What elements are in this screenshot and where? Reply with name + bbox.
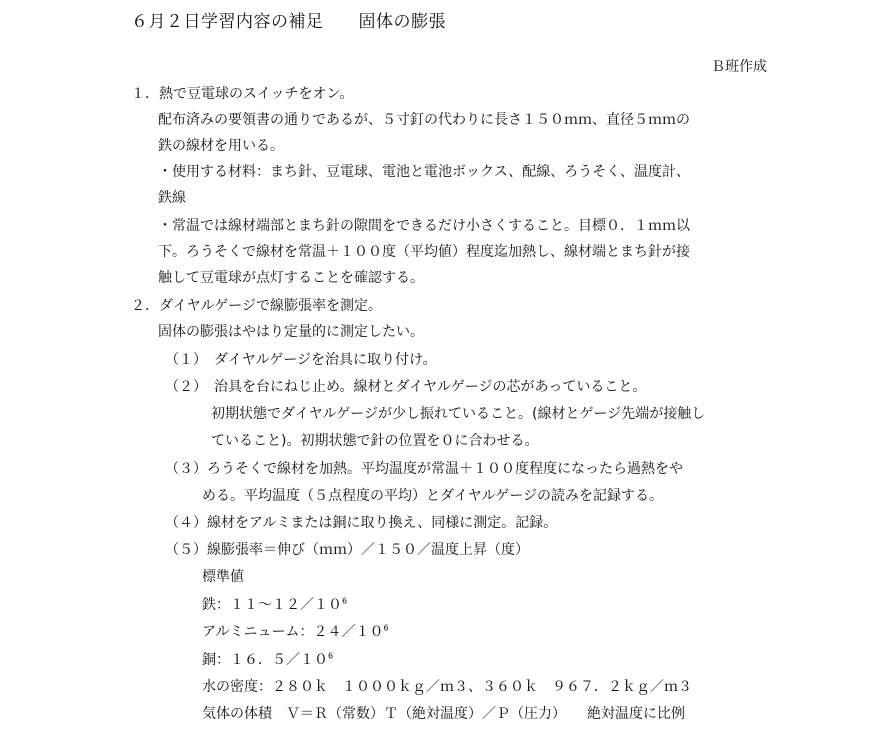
step-5: （５）線膨張率＝伸び（ｍｍ）／１５０／温度上昇（度） (165, 542, 529, 558)
step-3-continued: める。平均温度（５点程度の平均）とダイヤルゲージの読みを記録する。 (202, 488, 664, 504)
iron-value: 鉄：１１～１２／１０ (202, 597, 342, 613)
step-2-continued: 初期状態でダイヤルゲージが少し振れていること。(線材とゲージ先端が接触し (211, 406, 706, 422)
exponent: 6 (342, 596, 348, 606)
step-2: （２） 治具を台にねじ止め。線材とダイヤルゲージの芯があっていること。 (165, 379, 647, 395)
note-line: 触して豆電球が点灯することを確認する。 (158, 270, 424, 286)
note-line: 下。ろうそくで線材を常温＋１００度（平均値）程度迄加熱し、線材端とまち針が接 (158, 244, 690, 260)
step-2-continued: ていること)。初期状態で針の位置を０に合わせる。 (211, 433, 539, 449)
materials-line: 鉄線 (158, 190, 186, 206)
materials-line: ・使用する材料：まち針、豆電球、電池と電池ボックス、配線、ろうそく、温度計、 (158, 164, 690, 180)
exponent: 6 (383, 623, 389, 633)
exponent: 6 (328, 651, 334, 661)
section-1-paragraph-line: 鉄の線材を用いる。 (158, 138, 284, 154)
water-density: 水の密度：２８０ｋ １０００ｋｇ／ｍ３、３６０ｋ ９６７．２ｋｇ／ｍ３ (202, 679, 692, 695)
step-4: （４）線材をアルミまたは銅に取り換え、同様に測定。記録。 (165, 515, 558, 531)
section-1-heading: １．熱で豆電球のスイッチをオン。 (131, 86, 354, 102)
document-title: ６月２日学習内容の補足 固体の膨張 (131, 12, 446, 32)
section-2-heading: ２．ダイヤルゲージで線膨張率を測定。 (131, 298, 383, 314)
step-3: （３）ろうそくで線材を加熱。平均温度が常温＋１００度程度になったら過熱をや (165, 461, 683, 477)
copper-coefficient (202, 651, 333, 669)
author-label: Ｂ班作成 (711, 59, 767, 75)
aluminum-coefficient (202, 623, 389, 641)
gas-volume: 気体の体積 Ｖ＝Ｒ（常数）Ｔ（絶対温度）／Ｐ（圧力） 絶対温度に比例 (202, 706, 685, 722)
section-2-intro: 固体の膨張はやはり定量的に測定したい。 (158, 324, 424, 340)
aluminum-value: アルミニューム：２４／１０ (202, 624, 384, 640)
iron-coefficient (202, 596, 347, 614)
section-1-paragraph-line: 配布済みの要領書の通りであるが、５寸釘の代わりに長さ１５０ｍｍ、直径５ｍｍの (158, 112, 690, 128)
step-1: （１） ダイヤルゲージを治具に取り付け。 (165, 352, 437, 368)
copper-value: 銅：１６．５／１０ (202, 652, 328, 668)
standard-values-label: 標準値 (202, 569, 244, 585)
note-line: ・常温では線材端部とまち針の隙間をできるだけ小さくすること。目標０．１ｍｍ以 (158, 218, 690, 234)
